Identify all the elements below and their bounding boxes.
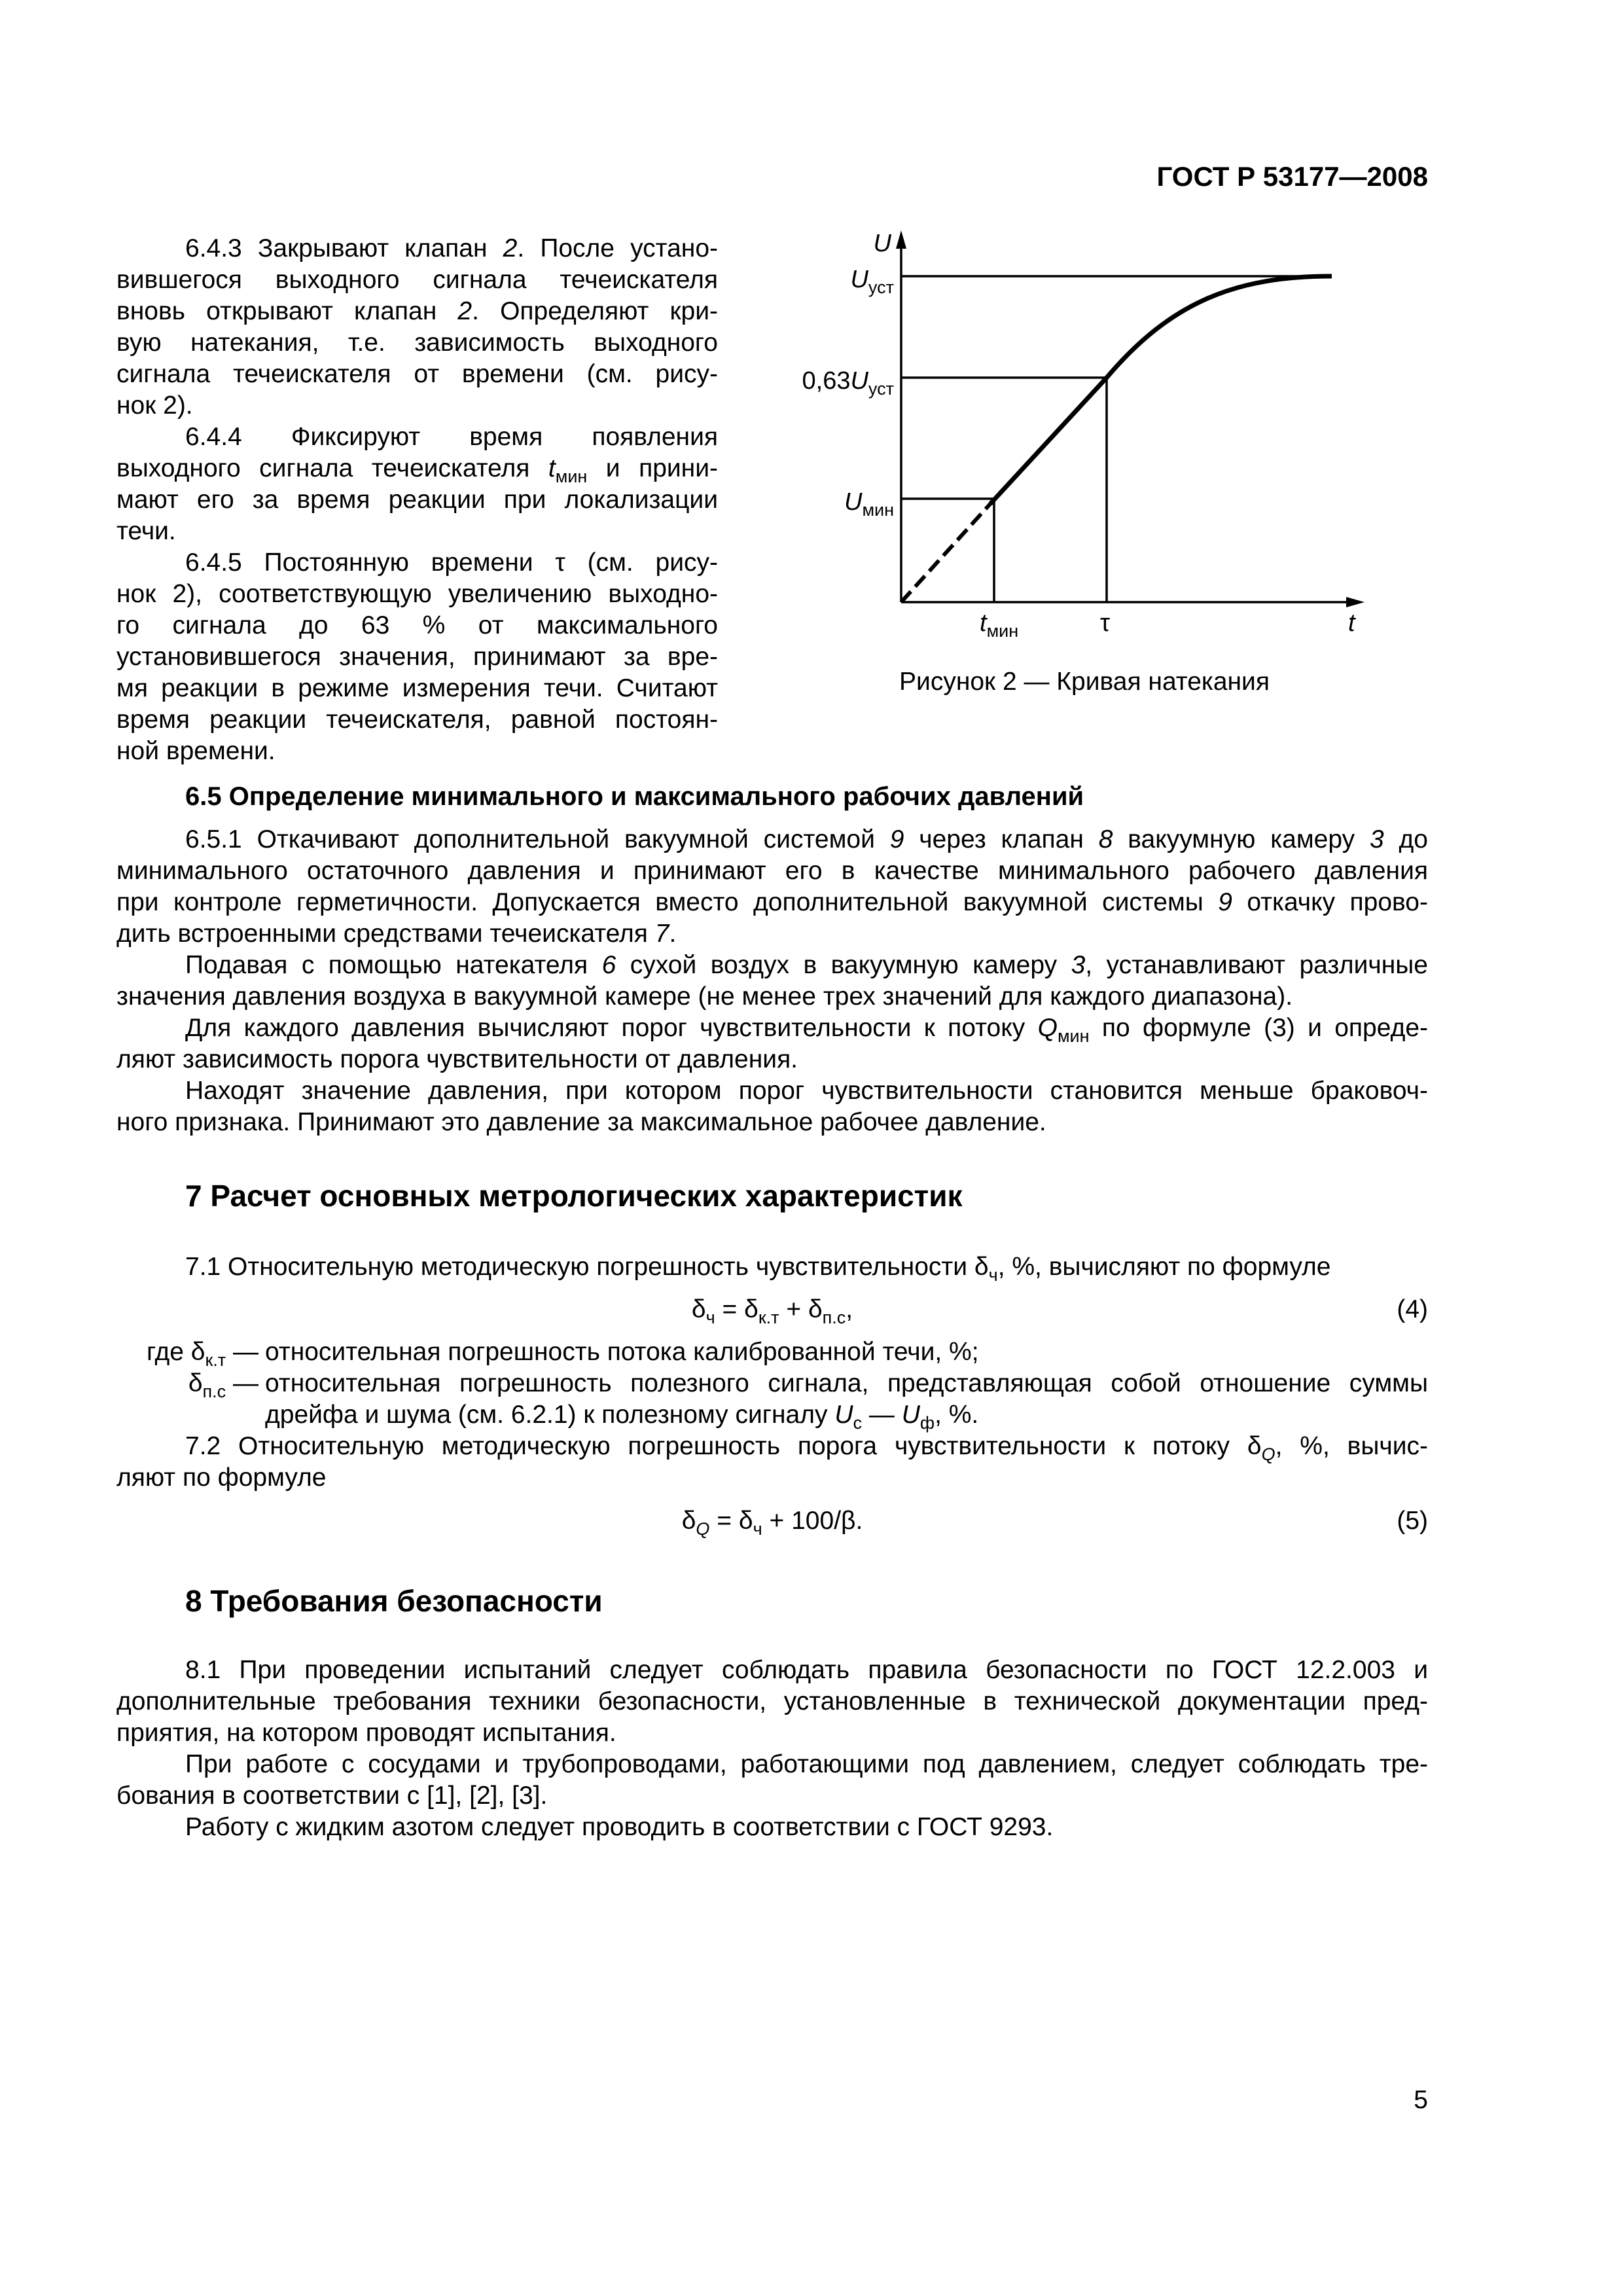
text-run: дополнительные требования техники безопасности, установленные в технической документации пред- xyxy=(116,1687,1428,1715)
u-063-sub: уст xyxy=(868,379,894,399)
text-run: относительная погрешность полезного сигнала, представляющая собой отношение суммы xyxy=(265,1369,1428,1397)
text-run: 6.4.5 Постоянную времени τ (см. рису- xyxy=(185,548,718,577)
text-line xyxy=(116,824,1428,855)
where-definition xyxy=(265,1336,1428,1368)
text-line xyxy=(116,1812,1428,1843)
text-run: ной времени. xyxy=(116,737,276,765)
text-run: бования в соответствии с [1], [2], [3]. xyxy=(116,1782,548,1810)
text-run: выходного сигнала течеискателя xyxy=(116,454,548,482)
figure-caption: Рисунок 2 — Кривая натекания xyxy=(899,668,1270,696)
text-run: 8.1 При проведении испытаний следует соблюдать правила безопасности по ГОСТ 12.2.003 и xyxy=(185,1656,1428,1684)
text-run: дить встроенными средствами течеискателя xyxy=(116,920,655,948)
text-run: и прини- xyxy=(587,454,718,482)
formula-4 xyxy=(116,1294,1428,1325)
subscript: ф xyxy=(919,1413,935,1433)
where-term xyxy=(147,1336,259,1368)
text-line xyxy=(116,1075,1428,1107)
text-run: дрейфа и шума (см. 6.2.1) к полезному сигналу xyxy=(265,1401,835,1429)
u-set-main: U xyxy=(850,266,868,293)
text-line xyxy=(116,1044,1428,1075)
text-run: время реакции течеискателя, равной постоян- xyxy=(116,706,718,734)
u-set-label xyxy=(850,265,894,297)
figure-leak-curve xyxy=(0,0,1623,720)
subscript: п.с xyxy=(822,1308,846,1327)
text-run: , %. xyxy=(935,1401,979,1429)
italic-symbol: 9 xyxy=(1218,888,1232,916)
text-run: + 100/β. xyxy=(762,1507,863,1535)
formula-5-expression xyxy=(681,1507,863,1539)
y-axis-label: U xyxy=(873,230,891,257)
text-run: до xyxy=(1383,825,1428,853)
subscript: Q xyxy=(696,1519,710,1539)
text-run: — xyxy=(862,1401,902,1429)
text-run: сигнала течеискателя от времени (см. рису- xyxy=(116,360,718,388)
page-number: 5 xyxy=(1414,2086,1428,2114)
text-run: при контроле герметичности. Допускается вместо дополнительной вакуумной системы xyxy=(116,888,1219,916)
text-run: вновь открывают клапан xyxy=(116,297,458,325)
italic-symbol: 9 xyxy=(889,825,904,853)
text-run: установившегося значения, принимают за вре- xyxy=(116,643,718,671)
t-min-sub: мин xyxy=(986,621,1019,641)
formula-4-number: (4) xyxy=(1397,1295,1428,1323)
u-063-prefix: 0,63 xyxy=(802,367,851,395)
text-line xyxy=(116,1749,1428,1780)
italic-symbol: t xyxy=(548,454,556,482)
text-run: δ xyxy=(681,1507,696,1535)
subscript: к.т xyxy=(758,1308,779,1327)
text-run: . Определяют кри- xyxy=(472,297,718,325)
text-run: Находят значение давления, при котором порог чувствительности становится меньше браковоч- xyxy=(185,1077,1428,1105)
text-run: нок 2). xyxy=(116,391,193,420)
text-run: — xyxy=(226,1369,259,1397)
text-run: , %, вычисляют по формуле xyxy=(997,1253,1331,1281)
subscript: ч xyxy=(988,1265,998,1285)
text-run: течи. xyxy=(116,517,176,545)
text-run: δ xyxy=(188,1369,203,1397)
text-run: приятия, на котором проводят испытания. xyxy=(116,1719,616,1747)
subscript: ч xyxy=(753,1519,762,1539)
section-8-heading: 8 Требования безопасности xyxy=(185,1584,603,1618)
u-min-sub: мин xyxy=(862,500,894,520)
text-run: 7.1 Относительную методическую погрешность чувствительности δ xyxy=(185,1253,989,1281)
italic-symbol: 2 xyxy=(457,297,473,325)
text-run: 6.5.1 Откачивают дополнительной вакуумной системой xyxy=(185,825,890,853)
where-term xyxy=(188,1368,259,1399)
formula-5 xyxy=(116,1505,1428,1537)
text-run: Работу с жидким азотом следует проводить в соответствии с ГОСТ 9293. xyxy=(185,1813,1054,1841)
italic-symbol: U xyxy=(834,1401,853,1429)
y-axis-arrow-icon xyxy=(896,230,906,249)
text-run: минимального остаточного давления и принимают его в качестве минимального рабочего давления xyxy=(116,857,1428,885)
u-min-main: U xyxy=(844,488,863,516)
text-run: ляют зависимость порога чувствительности от давления. xyxy=(116,1045,798,1073)
subscript: ч xyxy=(705,1308,715,1327)
curve-dashed-segment xyxy=(901,504,990,602)
leak-curve xyxy=(990,276,1332,504)
subscript: п.с xyxy=(202,1382,226,1401)
text-line xyxy=(116,1780,1428,1812)
text-run: вую натекания, т.е. зависимость выходного xyxy=(116,329,718,357)
text-line xyxy=(116,950,1428,981)
text-line xyxy=(116,1013,1428,1044)
text-line xyxy=(116,918,1428,950)
document-id-header: ГОСТ Р 53177—2008 xyxy=(1156,161,1428,192)
italic-symbol: 3 xyxy=(1369,825,1384,853)
text-run: значения давления воздуха в вакуумной камере (не менее трех значений для каждого диапазона). xyxy=(116,982,1293,1011)
text-line xyxy=(116,736,718,767)
text-run: ного признака. Принимают это давление за максимальное рабочее давление. xyxy=(116,1108,1046,1136)
italic-symbol: 2 xyxy=(503,234,518,262)
text-line xyxy=(116,981,1428,1013)
text-run: . xyxy=(669,920,677,948)
text-run: , %, вычис- xyxy=(1275,1432,1428,1460)
text-run: относительная погрешность потока калиброванной течи, %; xyxy=(265,1338,979,1366)
text-line xyxy=(116,1686,1428,1717)
text-run: . После устано- xyxy=(517,234,718,262)
text-run: 6.4.4 Фиксируют время появления xyxy=(185,423,718,451)
text-run: вакуумную камеру xyxy=(1113,825,1370,853)
u-min-label xyxy=(844,488,894,520)
formula-4-expression xyxy=(691,1295,853,1327)
text-run: вившегося выходного сигнала течеискателя xyxy=(116,266,718,294)
text-run: где δ xyxy=(147,1338,205,1366)
text-run: 7.2 Относительную методическую погрешность порога чувствительности к потоку δ xyxy=(185,1432,1262,1460)
subscript: к.т xyxy=(205,1350,226,1370)
text-run: 6.4.3 Закрывают клапан xyxy=(185,234,503,262)
italic-symbol: 8 xyxy=(1098,825,1113,853)
text-run: — xyxy=(226,1338,259,1366)
text-run: мя реакции в режиме измерения течи. Считают xyxy=(116,674,718,702)
text-line xyxy=(116,1107,1428,1138)
subscript: Q xyxy=(1261,1444,1275,1464)
italic-symbol: 6 xyxy=(601,951,616,979)
text-run: = δ xyxy=(709,1507,753,1535)
text-run: сухой воздух в вакуумную камеру xyxy=(616,951,1071,979)
text-line xyxy=(116,1462,1428,1494)
text-line xyxy=(116,1431,1428,1462)
text-run: нок 2), соответствующую увеличению выходно- xyxy=(116,580,718,608)
subscript: мин xyxy=(1057,1026,1090,1046)
text-run: Для каждого давления вычисляют порог чувствительности к потоку xyxy=(185,1014,1038,1042)
subscript: с xyxy=(853,1413,863,1433)
x-axis-label: t xyxy=(1348,609,1355,637)
text-run: откачку прово- xyxy=(1232,888,1428,916)
u-063-main: U xyxy=(850,367,868,395)
where-definition xyxy=(265,1399,1428,1431)
text-run: = δ xyxy=(715,1295,758,1323)
u-set-sub: уст xyxy=(868,278,894,297)
text-run: мают его за время реакции при локализации xyxy=(116,486,718,514)
where-definition xyxy=(265,1368,1428,1399)
text-line xyxy=(116,1717,1428,1749)
t-min-main: t xyxy=(980,609,987,637)
text-line xyxy=(116,887,1428,918)
text-run: по формуле (3) и опреде- xyxy=(1089,1014,1429,1042)
t-min-label xyxy=(980,609,1019,641)
formula-5-number: (5) xyxy=(1397,1507,1428,1535)
text-run: При работе с сосудами и трубопроводами, работающими под давлением, следует соблюдать тре- xyxy=(185,1750,1428,1778)
text-run: Подавая с помощью натекателя xyxy=(185,951,602,979)
text-run: + δ xyxy=(779,1295,823,1323)
text-line xyxy=(116,855,1428,887)
text-run: через клапан xyxy=(904,825,1099,853)
text-run: δ xyxy=(691,1295,706,1323)
section-7-heading: 7 Расчет основных метрологических характеристик xyxy=(185,1179,963,1213)
section-6-5-heading: 6.5 Определение минимального и максимального рабочих давлений xyxy=(185,782,1084,811)
text-run: го сигнала до 63 % от максимального xyxy=(116,611,718,639)
italic-symbol: 7 xyxy=(654,920,669,948)
text-line xyxy=(116,1251,1428,1283)
text-run: , устанавливают различные xyxy=(1085,951,1428,979)
italic-symbol: U xyxy=(901,1401,920,1429)
text-run: ляют по формуле xyxy=(116,1463,327,1492)
subscript: мин xyxy=(555,467,588,486)
tau-label: τ xyxy=(1100,609,1111,637)
x-axis-arrow-icon xyxy=(1346,597,1364,607)
italic-symbol: 3 xyxy=(1071,951,1086,979)
text-run: , xyxy=(846,1295,853,1323)
text-line xyxy=(116,1655,1428,1686)
italic-symbol: Q xyxy=(1037,1014,1058,1042)
u-063-label xyxy=(802,367,895,399)
